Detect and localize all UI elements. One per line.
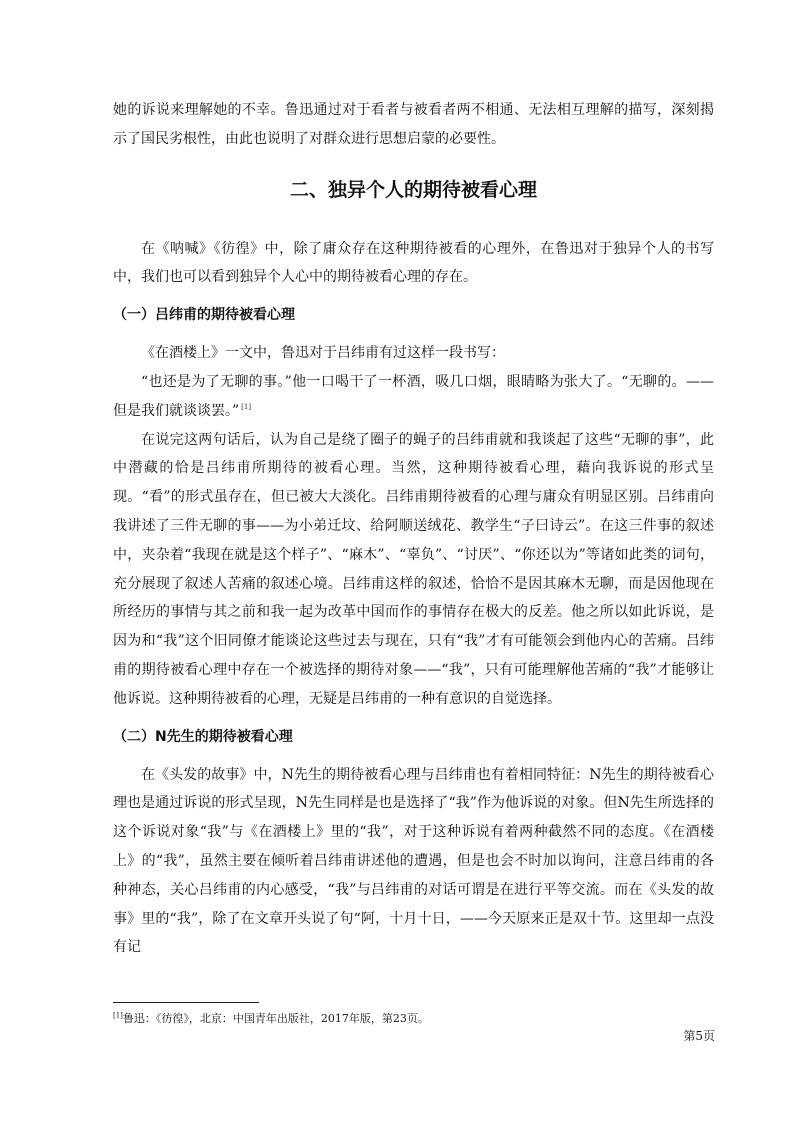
footnote-marker: [1]: [113, 1011, 123, 1020]
footnote-reference[interactable]: [1]: [241, 403, 252, 412]
section1-paragraph-2: 在说完这两句话后，认为自己是绕了圈子的蝇子的吕纬甫就和我谈起了这些“无聊的事”，此中潜藏的恰是吕纬甫所期待的被看心理。当然，这种期待被看心理，藉向我诉说的形式呈现。“看”的形式虽存在，但已被大大淡化。吕纬甫期待被看的心理与庸众有明显区别。吕纬甫向我讲述了三件无聊的事——为小弟迁坟、给阿顺送绒花、教学生“子曰诗云”。在这三件事的叙述中，夹杂着“我现在就是这个样子”、“麻木”、“辜负”、“讨厌”、“你还以为”等诸如此类的词句，充分展现了叙述人苦痛的叙述心境。吕纬甫这样的叙述，恰恰不是因其麻木无聊，而是因他现在所经历的事情与其之前和我一起为改革中国而作的事情存在极大的反差。他之所以如此诉说，是因为和“我”这个旧同僚才能谈论这些过去与现在，只有“我”才有可能领会到他内心的苦痛。吕纬甫的期待被看心理中存在一个被选择的期待对象——“我”，只有可能理解他苦痛的“我”才能够让他诉说。这种期待被看的心理，无疑是吕纬甫的一种有意识的自觉选择。: [113, 431, 714, 707]
section2-paragraph-1: 在《头发的故事》中，N先生的期待被看心理与吕纬甫也有着相同特征：N先生的期待被看心理也是通过诉说的形式呈现，N先生同样是也是选择了“我”作为他诉说的对象。但N先生所选择的这个诉说对象“我”与《在酒楼上》里的“我”，对于这种诉说有着两种截然不同的态度。《在酒楼上》的“我”，虽然主要在倾听着吕纬甫讲述他的遭遇，但是也会不时加以询问，注意吕纬甫的各种神态，关心吕纬甫的内心感受，“我”与吕纬甫的对话可谓是在进行平等交流。而在《头发的故事》里的“我”，除了在文章开头说了句“阿，十月十日，——今天原来正是双十节。这里却一点没有记: [113, 766, 714, 956]
section1-paragraph-1: 《在酒楼上》一文中，鲁迅对于吕纬甫有过这样一段书写：: [141, 345, 505, 362]
page-body: [113, 96, 714, 962]
chapter-title: 二、独异个人的期待被看心理: [289, 178, 537, 201]
intro-paragraph: 她的诉说来理解她的不幸。鲁迅通过对于看者与被看者两不相通、无法相互理解的描写，深刻揭示了国民劣根性，由此也说明了对群众进行思想启蒙的必要性。: [113, 102, 714, 147]
footnote-text: 鲁迅：《彷徨》，北京：中国青年出版社，2017年版，第23页。: [122, 1012, 429, 1025]
section1-quote-text: “也还是为了无聊的事。”他一口喝干了一杯酒，吸几口烟，眼睛略为张大了。“无聊的。——但是我们就谈谈罢。”: [113, 373, 714, 419]
footnote-divider: [113, 1002, 259, 1003]
footnote: [113, 1011, 714, 1027]
chapter-intro-paragraph: 在《呐喊》《彷徨》中，除了庸众存在这种期待被看的心理外，在鲁迅对于独异个人的书写中，我们也可以看到独异个人心中的期待被看心理的存在。: [113, 240, 714, 286]
page-number: 第5页: [683, 1029, 715, 1043]
section-heading-1: （一）吕纬甫的期待被看心理: [113, 307, 295, 324]
section1-quote-paragraph: [113, 368, 714, 426]
section-heading-2: （二）N先生的期待被看心理: [113, 728, 293, 745]
